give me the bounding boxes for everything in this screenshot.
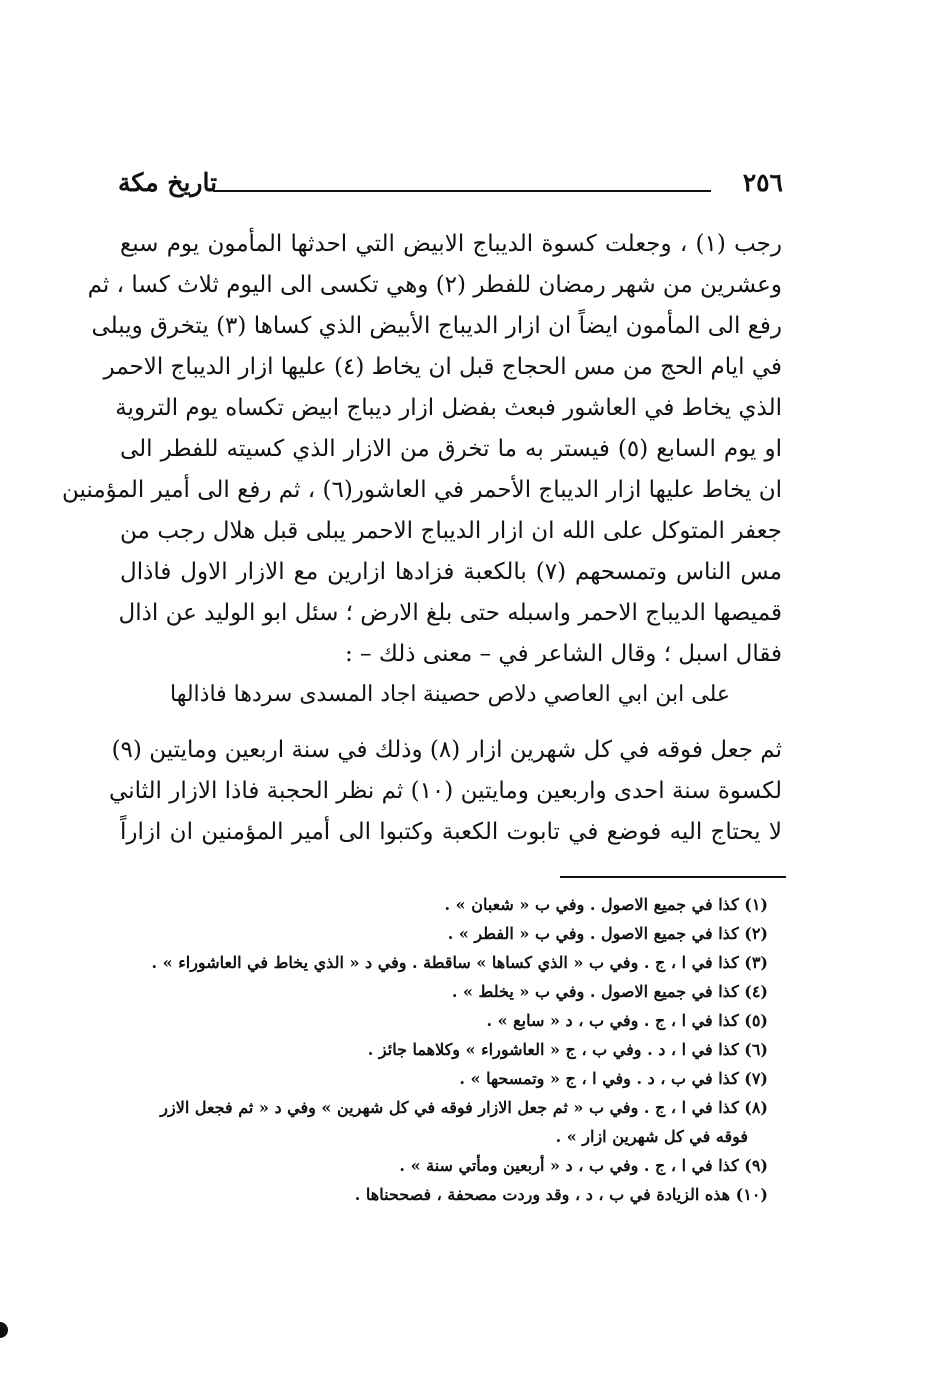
text-line: فقال اسبل ؛ وقال الشاعر في – معنى ذلك – : xyxy=(344,641,782,667)
text-line: في ايام الحج من مس الحجاج قبل ان يخاط (٤) عليها ازار الديباج الاحمر xyxy=(103,354,782,380)
text-line: ثم جعل فوقه في كل شهرين ازار (٨) وذلك في سنة اربعين ومايتين (٩) xyxy=(111,737,782,763)
footnote: (١) كذا في جميع الاصول . وفي ب « شعبان » . xyxy=(444,895,768,914)
verse-second-hemistich: اجاد المسدى سردها فاذالها xyxy=(170,682,417,707)
footnote: (٣) كذا في ا ، ج . وفي ب « الذي كساها » ساقطة . وفي د « الذي يخاط في العاشوراء » . xyxy=(151,953,768,972)
footnote: (٤) كذا في جميع الاصول . وفي ب « يخلط » . xyxy=(451,982,768,1001)
footnote: (٢) كذا في جميع الاصول . وفي ب « الفطر » . xyxy=(447,924,768,943)
text-line: الذي يخاط في العاشور فبعث بفضل ازار ديباج ابيض تكساه يوم التروية xyxy=(115,395,782,421)
footnote: (٨) كذا في ا ، ج . وفي ب « ثم جعل الازار فوقه في كل شهرين » وفي د « ثم فجعل الازر xyxy=(160,1098,768,1117)
footnote: (٧) كذا في ب ، د . وفي ا ، ج « وتمسحها » . xyxy=(459,1069,768,1088)
main-text-continued xyxy=(109,730,782,853)
footnotes xyxy=(120,890,768,1209)
text-line: وعشرين من شهر رمضان للفطر (٢) وهي تكسى الى اليوم ثلاث كسا ، ثم xyxy=(87,272,782,298)
verse-first-hemistich: على ابن ابي العاصي دلاص حصينة xyxy=(422,682,730,707)
poetry-verse xyxy=(170,676,730,714)
footnote: (٦) كذا في ا ، د . وفي ب ، ج « العاشوراء » وكلاهما جائز . xyxy=(367,1040,768,1059)
text-line: قميصها الديباج الاحمر واسبله حتى بلغ الارض ؛ سئل ابو الوليد عن اذال xyxy=(118,600,782,626)
footnote: (١٠) هذه الزيادة في ب ، د ، وقد وردت مصحفة ، فصححناها . xyxy=(354,1185,768,1204)
footnote: (٩) كذا في ا ، ج . وفي ب ، د « أربعين ومأتي سنة » . xyxy=(399,1156,768,1175)
page-header xyxy=(118,168,783,202)
text-line: ان يخاط عليها ازار الديباج الأحمر في العاشور(٦) ، ثم رفع الى أمير المؤمنين xyxy=(61,477,782,503)
text-line: جعفر المتوكل على الله ان ازار الديباج الاحمر يبلى قبل هلال رجب من xyxy=(120,518,782,544)
text-line: رجب (١) ، وجعلت كسوة الديباج الابيض التي احدثها المأمون يوم سبع xyxy=(120,231,782,257)
text-line: مس الناس وتمسحهم (٧) بالكعبة فزادها ازارين مع الازار الاول فاذال xyxy=(120,559,782,585)
footnote-separator xyxy=(560,876,786,878)
footnote-continuation: فوقه في كل شهرين ازار » . xyxy=(555,1127,748,1146)
page-number: ٢٥٦ xyxy=(742,168,783,197)
running-title: تاريخ مكة xyxy=(118,168,218,197)
text-line: رفع الى المأمون ايضاً ان ازار الديباج الأبيض الذي كساها (٣) يتخرق ويبلى xyxy=(91,313,782,339)
text-line: لا يحتاج اليه فوضع في تابوت الكعبة وكتبوا الى أمير المؤمنين ان ازاراً xyxy=(120,819,782,845)
scan-edge-mark xyxy=(0,1322,8,1338)
text-line: او يوم السابع (٥) فيستر به ما تخرق من الازار الذي كسيته للفطر الى xyxy=(120,436,782,462)
header-rule xyxy=(213,190,711,192)
footnote: (٥) كذا في ا ، ج . وفي ب ، د « سابع » . xyxy=(486,1011,768,1030)
main-text xyxy=(61,224,782,675)
text-line: لكسوة سنة احدى واربعين ومايتين (١٠) ثم نظر الحجبة فاذا الازار الثاني xyxy=(109,778,782,804)
